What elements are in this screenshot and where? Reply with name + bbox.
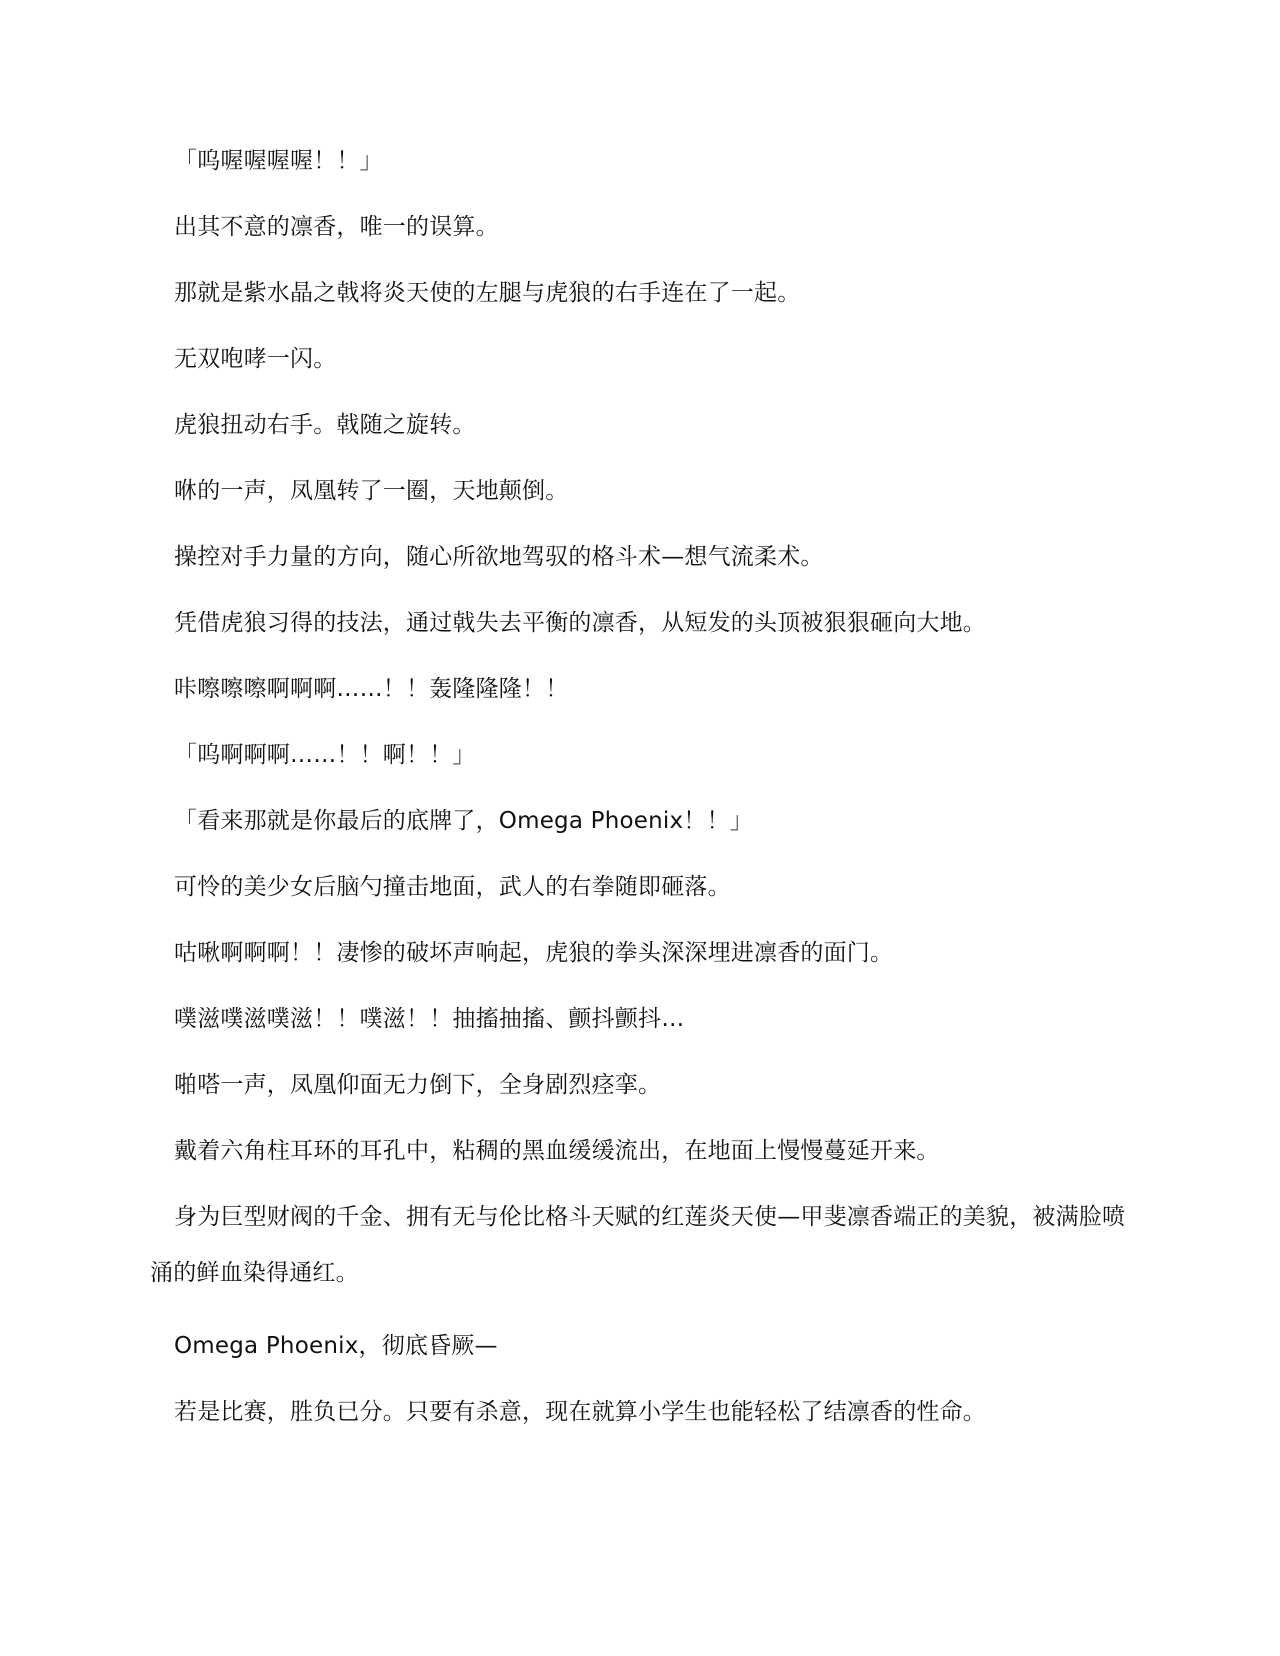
paragraph: 咕啾啊啊啊！！凄惨的破坏声响起，虎狼的拳头深深埋进凛香的面门。 xyxy=(174,940,894,966)
paragraph: 戴着六角柱耳环的耳孔中，粘稠的黑血缓缓流出，在地面上慢慢蔓延开来。 xyxy=(174,1138,940,1164)
paragraph: 若是比赛，胜负已分。只要有杀意，现在就算小学生也能轻松了结凛香的性命。 xyxy=(174,1399,986,1425)
paragraph: 操控对手力量的方向，随心所欲地驾驭的格斗术—想气流柔术。 xyxy=(174,544,824,570)
paragraph: 凭借虎狼习得的技法，通过戟失去平衡的凛香，从短发的头顶被狠狠砸向大地。 xyxy=(174,610,986,636)
paragraph: 那就是紫水晶之戟将炎天使的左腿与虎狼的右手连在了一起。 xyxy=(174,280,801,306)
paragraph: 无双咆哮一闪。 xyxy=(174,346,337,372)
paragraph: Omega Phoenix，彻底昏厥— xyxy=(174,1333,498,1359)
paragraph: 身为巨型财阀的千金、拥有无与伦比格斗天赋的红莲炎天使—甲斐凛香端正的美貌，被满脸喷涌的鲜血染得通红。 xyxy=(150,1204,1126,1286)
paragraph: 「呜喔喔喔喔！！」 xyxy=(174,148,383,174)
paragraph: 出其不意的凛香，唯一的误算。 xyxy=(174,214,499,240)
paragraph: 「看来那就是你最后的底牌了，Omega Phoenix！！」 xyxy=(174,808,753,834)
paragraph: 可怜的美少女后脑勺撞击地面，武人的右拳随即砸落。 xyxy=(174,874,731,900)
paragraph: 咻的一声，凤凰转了一圈，天地颠倒。 xyxy=(174,478,569,504)
paragraph: 虎狼扭动右手。戟随之旋转。 xyxy=(174,412,476,438)
paragraph: 啪嗒一声，凤凰仰面无力倒下，全身剧烈痉挛。 xyxy=(174,1072,662,1098)
paragraph: 咔嚓嚓嚓啊啊啊……！！轰隆隆隆！！ xyxy=(174,676,569,702)
paragraph: 「呜啊啊啊……！！啊！！」 xyxy=(174,742,476,768)
paragraph: 噗滋噗滋噗滋！！噗滋！！抽搐抽搐、颤抖颤抖… xyxy=(174,1006,685,1032)
